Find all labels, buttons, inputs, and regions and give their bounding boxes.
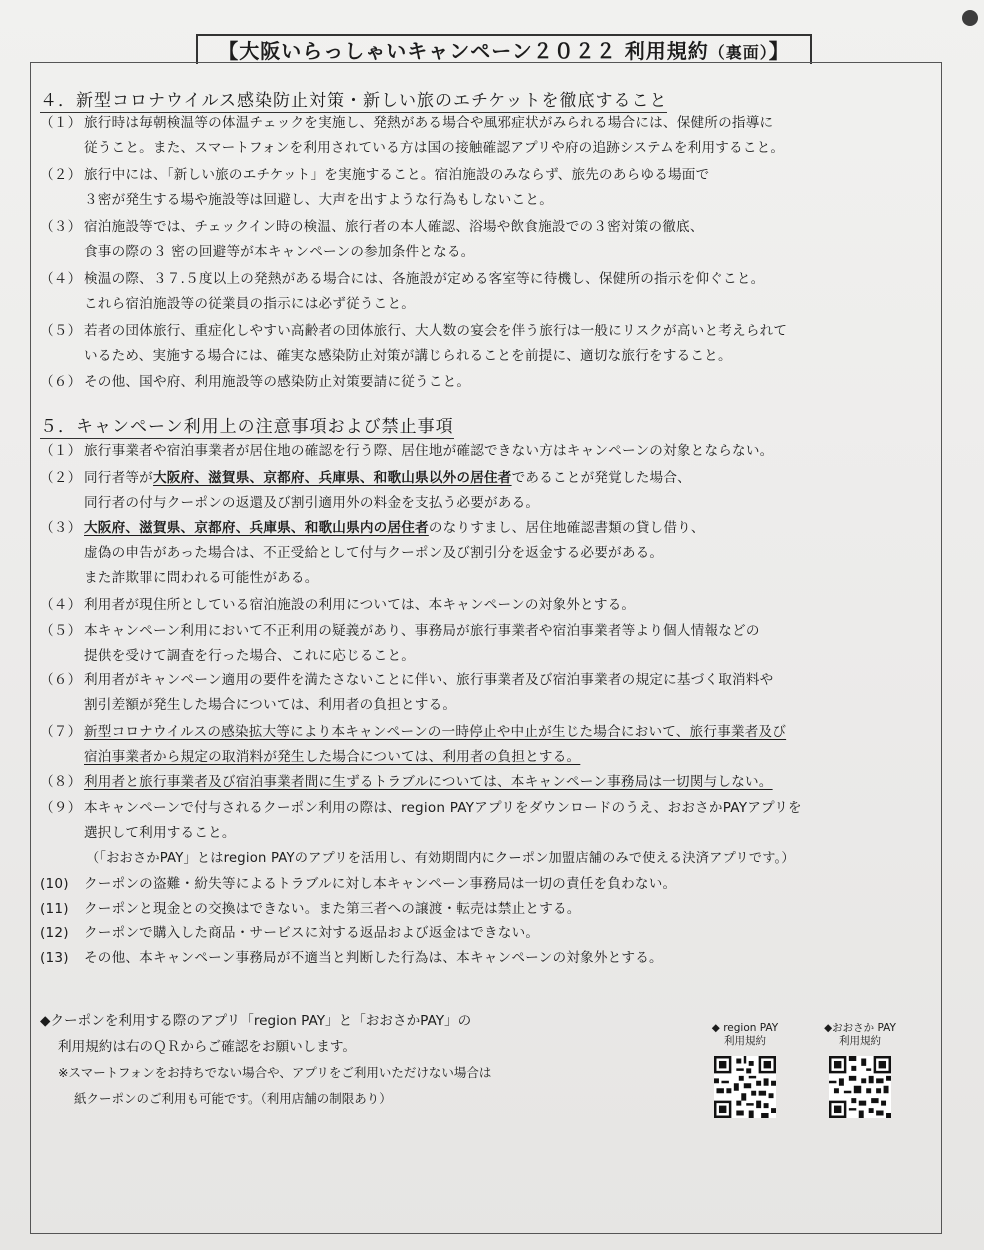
- s5-item-8: （８） 利用者と旅行事業者及び宿泊事業者間に生ずるトラブルについては、本キャンペーン事務局は一切関与しない。: [40, 774, 773, 790]
- osaka-pay-qr-code[interactable]: [829, 1056, 891, 1118]
- osaka-pay-qr-block: ◆おおさか PAY 利用規約: [815, 1022, 905, 1118]
- s5-item-5: （５） 本キャンペーン利用において不正利用の疑義があり、事務局が旅行事業者や宿泊事業者等より個人情報などの 提供を受けて調査を行った場合、これに応じること。: [40, 623, 760, 664]
- s4-item-3: （３） 宿泊施設等では、チェックイン時の検温、旅行者の本人確認、浴場や飲食施設での３密対策の徹底、 食事の際の３ 密の回避等が本キャンペーンの参加条件となる。: [40, 219, 704, 260]
- region-pay-qr-block: ◆ region PAY 利用規約: [700, 1022, 790, 1118]
- s5-item-13: (13) その他、本キャンペーン事務局が不適当と判断した行為は、本キャンペーンの対象外とする。: [40, 950, 663, 966]
- s5-item-10: (10) クーポンの盗難・紛失等によるトラブルに対し本キャンペーン事務局は一切の責任を負わない。: [40, 876, 677, 892]
- s5-item-3: （３） 大阪府、滋賀県、京都府、兵庫県、和歌山県内の居住者のなりすまし、居住地確認書類の貸し借り、 虚偽の申告があった場合は、不正受給として付与クーポン及び割引分を返金する必要がある。 また詐欺罪に問われる可能性がある。: [40, 520, 705, 586]
- s5-item-9: （９） 本キャンペーンで付与されるクーポン利用の際は、region PAYアプリをダウンロードのうえ、おおさかPAYアプリを 選択して利用すること。 （「おおさかPAY」とはregion PAYのアプリを活用し、有効期間内にクーポン加盟店舗のみで使える決済アプリです。）: [40, 800, 802, 866]
- s4-item-1: （１） 旅行時は毎朝検温等の体温チェックを実施し、発熱がある場合や風邪症状がみられる場合には、保健所の指導に 従うこと。また、スマートフォンを利用されている方は国の接触確認アプリや府の追跡システムを利用すること。: [40, 115, 785, 156]
- qr-note: ◆クーポンを利用する際のアプリ「region PAY」と「おおさかPAY」の 利用規約は右のＱＲからご確認をお願いします。 ※スマートフォンをお持ちでない場合や、アプリをご利用いただけない場合は 紙クーポンのご利用も可能です。（利用店舗の制限あり）: [40, 1013, 492, 1106]
- s4-item-4: （４） 検温の際、３７.５度以上の発熱がある場合には、各施設が定める客室等に待機し、保健所の指示を仰ぐこと。 これら宿泊施設等の従業員の指示には必ず従うこと。: [40, 271, 765, 312]
- s5-item-7: （７） 新型コロナウイルスの感染拡大等により本キャンペーンの一時停止や中止が生じた場合において、旅行事業者及び 宿泊事業者から規定の取消料が発生した場合については、利用者の負担とする。: [40, 724, 787, 765]
- s5-item-2: （２） 同行者等が大阪府、滋賀県、京都府、兵庫県、和歌山県以外の居住者であることが発覚した場合、 同行者の付与クーポンの返還及び割引適用外の料金を支払う必要がある。: [40, 470, 691, 511]
- s5-item-6: （６） 利用者がキャンペーン適用の要件を満たさないことに伴い、旅行事業者及び宿泊事業者の規定に基づく取消料や 割引差額が発生した場合については、利用者の負担とする。: [40, 672, 774, 713]
- section-4-heading: ４．新型コロナウイルス感染防止対策・新しい旅のエチケットを徹底すること: [40, 86, 667, 113]
- s4-item-5: （５） 若者の団体旅行、重症化しやすい高齢者の団体旅行、大人数の宴会を伴う旅行は一般にリスクが高いと考えられて いるため、実施する場合には、確実な感染防止対策が講じられることを前提に、適切な旅行をすること。: [40, 323, 788, 364]
- s5-item-1: （１） 旅行事業者や宿泊事業者が居住地の確認を行う際、居住地が確認できない方はキャンペーンの対象とならない。: [40, 443, 774, 459]
- region-pay-qr-code[interactable]: [714, 1056, 776, 1118]
- punch-hole: [962, 10, 978, 26]
- section-5-heading: ５．キャンペーン利用上の注意事項および禁止事項: [40, 412, 454, 439]
- page-title: 【大阪いらっしゃいキャンペーン２０２２ 利用規約（裏面）】: [196, 34, 812, 64]
- s4-item-6: （６） その他、国や府、利用施設等の感染防止対策要請に従うこと。: [40, 374, 471, 390]
- s5-item-11: (11) クーポンと現金との交換はできない。また第三者への譲渡・転売は禁止とする。: [40, 901, 581, 917]
- s5-item-12: (12) クーポンで購入した商品・サービスに対する返品および返金はできない。: [40, 925, 540, 941]
- s5-item-4: （４） 利用者が現住所としている宿泊施設の利用については、本キャンペーンの対象外とする。: [40, 597, 636, 613]
- s4-item-2: （２） 旅行中には、「新しい旅のエチケット」を実施すること。宿泊施設のみならず、旅先のあらゆる場面で ３密が発生する場や施設等は回避し、大声を出すような行為もしないこと。: [40, 167, 710, 208]
